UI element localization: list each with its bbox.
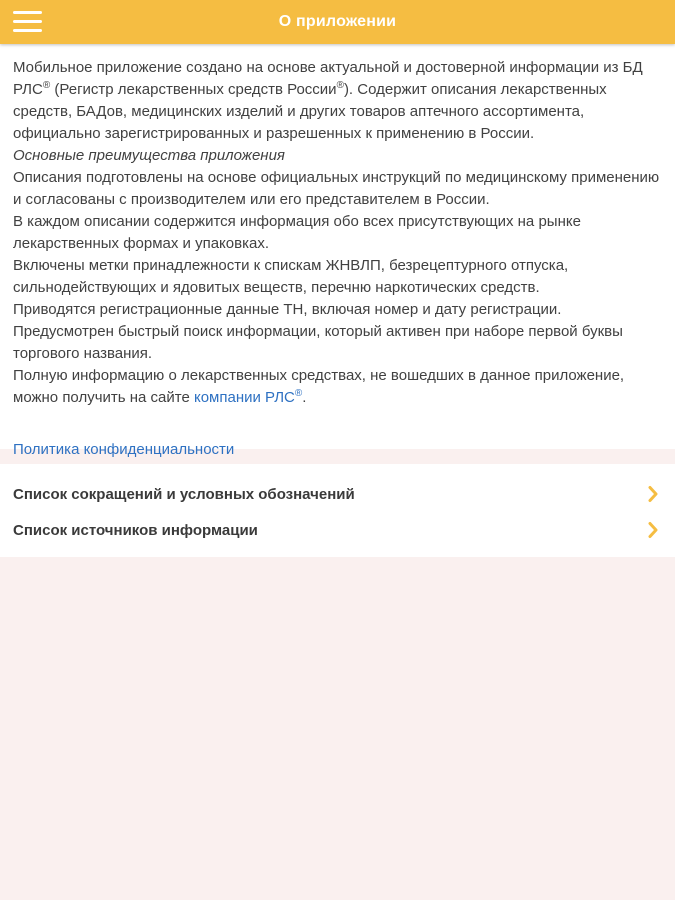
about-paragraph-3: В каждом описании содержится информация обо всех присутствующих на рынке лекарственных формах и упаковках.	[13, 213, 581, 252]
list-item-label: Список источников информации	[13, 521, 258, 539]
page-title: О приложении	[278, 13, 397, 30]
about-paragraph-4: Включены метки принадлежности к спискам ЖНВЛП, безрецептурного отпуска, сильнодействующих и ядовитых веществ, перечню наркотических средств.	[13, 257, 569, 296]
registered-trademark: ®	[294, 388, 303, 399]
about-paragraph-2: Описания подготовлены на основе официальных инструкций по медицинскому применению и согласованы с производителем или его представителем в России.	[13, 169, 660, 208]
list-item-sources[interactable]	[0, 512, 675, 548]
app-header	[0, 0, 675, 44]
rls-company-link-text: компании РЛС	[193, 389, 295, 406]
links-list	[0, 464, 675, 557]
hamburger-menu-icon[interactable]	[13, 11, 42, 32]
rls-company-link[interactable]	[194, 389, 302, 406]
privacy-policy-link[interactable]: Политика конфиденциальности	[13, 441, 235, 458]
about-text: ). Содержит описания лекарственных средств, БАДов, медицинских изделий и других товаров аптечного ассортимента, официально зарегистрированных и разрешенных к применению в России.	[13, 81, 607, 142]
about-paragraph-7	[13, 365, 662, 409]
advantages-heading: Основные преимущества приложения	[13, 147, 285, 164]
chevron-right-icon	[648, 486, 658, 502]
list-item-label: Список сокращений и условных обозначений	[13, 485, 355, 503]
about-text: Полную информацию о лекарственных средствах, не вошедших в данное приложение, можно получить на сайте	[13, 367, 625, 406]
chevron-right-icon	[648, 522, 658, 538]
about-paragraph-1	[13, 57, 662, 145]
registered-trademark: ®	[42, 80, 51, 91]
hamburger-bar	[13, 29, 42, 32]
registered-trademark: ®	[336, 80, 344, 91]
about-text: (Регистр лекарственных средств России	[50, 81, 337, 98]
hamburger-bar	[13, 11, 42, 14]
list-item-abbreviations[interactable]	[0, 476, 675, 512]
about-text: .	[302, 389, 307, 406]
about-content	[0, 44, 675, 458]
about-paragraph-6: Предусмотрен быстрый поиск информации, который активен при наборе первой буквы торгового названия.	[13, 323, 623, 362]
about-text: Мобильное приложение создано на основе актуальной и достоверной информации из БД РЛС	[13, 59, 643, 98]
about-paragraph-5: Приводятся регистрационные данные ТН, включая номер и дату регистрации.	[13, 301, 562, 318]
hamburger-bar	[13, 20, 42, 23]
